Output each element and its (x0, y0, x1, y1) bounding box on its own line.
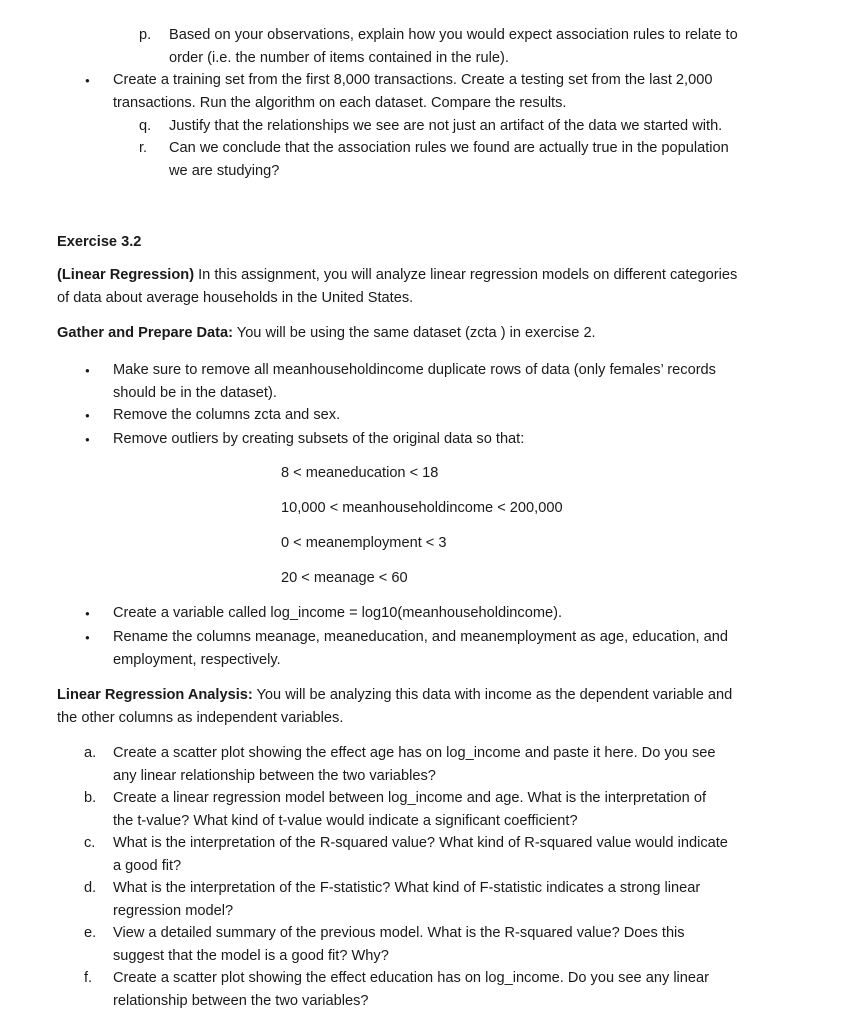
text-line: employment, respectively. (113, 652, 281, 668)
text-line: Make sure to remove all meanhouseholdincome duplicate rows of data (only females’ records (113, 362, 716, 378)
item-label: e. (84, 925, 97, 941)
item-label: p. (139, 27, 152, 43)
text-line: transactions. Run the algorithm on each dataset. Compare the results. (113, 95, 567, 111)
condition-line: 0 < meanemployment < 3 (281, 535, 447, 551)
intro-paragraph (57, 264, 817, 310)
text-line: should be in the dataset). (113, 385, 277, 401)
text-line: regression model? (113, 903, 234, 919)
text-line: suggest that the model is a good fit? Why? (113, 948, 389, 964)
item-label: d. (84, 880, 97, 896)
text-line: any linear relationship between the two variables? (113, 768, 436, 784)
text-line: View a detailed summary of the previous model. What is the R-squared value? Does this (113, 925, 685, 941)
gather-bold: Gather and Prepare Data: (57, 325, 233, 341)
bullet-icon (85, 359, 90, 382)
text-line: of data about average households in the United States. (57, 290, 414, 306)
exercise-title: Exercise 3.2 (57, 234, 142, 250)
item-label: a. (84, 745, 97, 761)
text-line: Create a scatter plot showing the effect age has on log_income and paste it here. Do you see (113, 745, 716, 761)
text-line: Create a variable called log_income = log10(meanhouseholdincome). (113, 605, 563, 621)
text-line: You will be analyzing this data with income as the dependent variable and (256, 687, 733, 703)
text-line: Rename the columns meanage, meaneducation, and meanemployment as age, education, and (113, 629, 728, 645)
item-label: f. (84, 970, 93, 986)
item-label: b. (84, 790, 97, 806)
condition-line: 20 < meanage < 60 (281, 570, 408, 586)
text-line: the t-value? What kind of t-value would indicate a significant coefficient? (113, 813, 578, 829)
condition-line: 10,000 < meanhouseholdincome < 200,000 (281, 500, 563, 516)
text-line: What is the interpretation of the F-statistic? What kind of F-statistic indicates a strong linear (113, 880, 701, 896)
text-line: Create a training set from the first 8,000 transactions. Create a testing set from the last 2,000 (113, 72, 713, 88)
text-line: Remove the columns zcta and sex. (113, 407, 341, 423)
condition-line: 8 < meaneducation < 18 (281, 465, 439, 481)
bullet-icon (85, 69, 90, 92)
analysis-paragraph (57, 684, 817, 730)
text-line: the other columns as independent variables. (57, 710, 344, 726)
text-line: Justify that the relationships we see are not just an artifact of the data we started with. (169, 118, 723, 134)
text-line: Based on your observations, explain how you would expect association rules to relate to (169, 27, 738, 43)
item-label: q. (139, 118, 152, 134)
text-line: we are studying? (169, 163, 280, 179)
bullet-icon (85, 404, 90, 427)
bullet-icon (85, 602, 90, 625)
text-line: Create a linear regression model between log_income and age. What is the interpretation of (113, 790, 707, 806)
text-line: relationship between the two variables? (113, 993, 369, 1009)
item-label: c. (84, 835, 96, 851)
text-line: In this assignment, you will analyze linear regression models on different categories (198, 267, 738, 283)
text-line: Remove outliers by creating subsets of the original data so that: (113, 431, 525, 447)
text-line: What is the interpretation of the R-squared value? What kind of R-squared value would indicate (113, 835, 728, 851)
text-line: order (i.e. the number of items contained in the rule). (169, 50, 509, 66)
analysis-bold: Linear Regression Analysis: (57, 687, 253, 703)
text-line: Can we conclude that the association rules we found are actually true in the population (169, 140, 729, 156)
intro-bold: (Linear Regression) (57, 267, 195, 283)
text-line: a good fit? (113, 858, 182, 874)
text-line: Create a scatter plot showing the effect education has on log_income. Do you see any linear (113, 970, 710, 986)
bullet-icon (85, 428, 90, 451)
bullet-icon (85, 626, 90, 649)
gather-paragraph (57, 322, 596, 345)
item-label: r. (139, 140, 148, 156)
text-line: You will be using the same dataset (zcta ) in exercise 2. (236, 325, 596, 341)
